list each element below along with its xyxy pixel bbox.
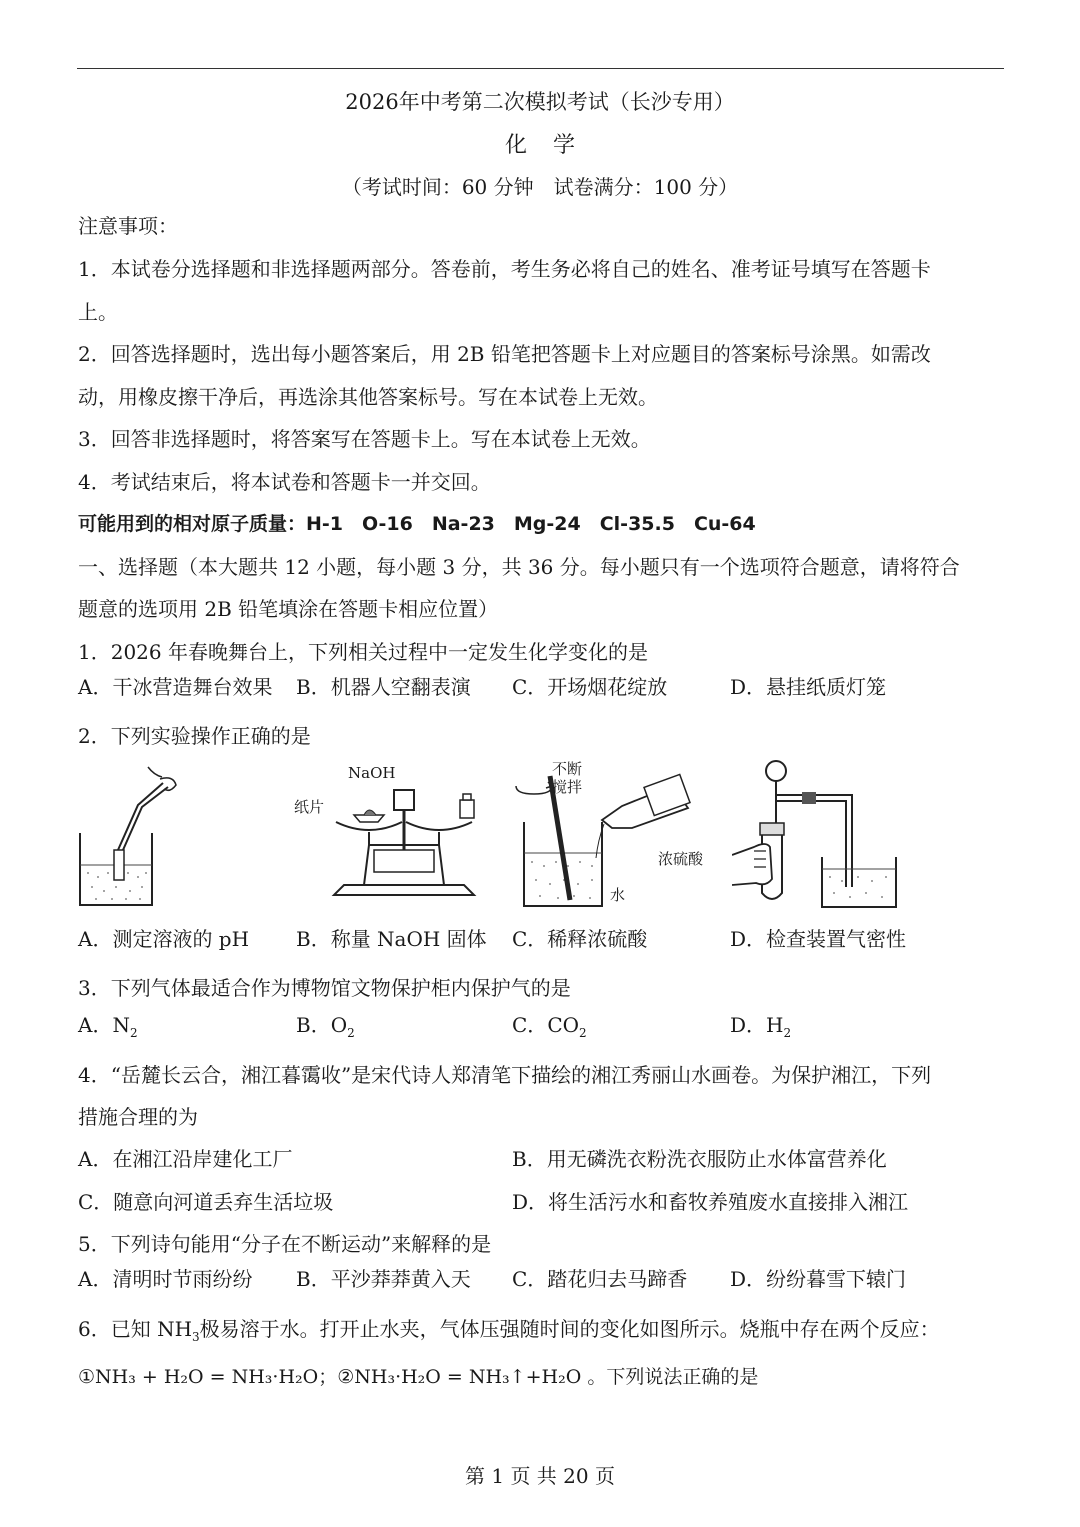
notes-heading: 注意事项： bbox=[78, 214, 178, 238]
q3-option-c: C．$CO_2$ bbox=[512, 1013, 587, 1040]
label-stir-1: 不断 bbox=[552, 760, 583, 778]
figure-dilute-acid bbox=[512, 758, 722, 910]
q5-option-a: A．清明时节雨纷纷 bbox=[78, 1267, 253, 1291]
exam-title: 2026年中考第二次模拟考试（长沙专用） bbox=[345, 90, 735, 114]
q4-option-d: D．将生活污水和畜牧养殖废水直接排入湘江 bbox=[512, 1190, 909, 1214]
q5-option-c: C．踏花归去马蹄香 bbox=[512, 1267, 688, 1291]
q6-equations: ①NH₃ + H₂O = NH₃·H₂O；②NH₃·H₂O = NH₃↑+H₂O 。下列说法正确的是 bbox=[78, 1366, 759, 1388]
q1-option-d: D．悬挂纸质灯笼 bbox=[730, 675, 887, 699]
note-4: 4．考试结束后，将本试卷和答题卡一并交回。 bbox=[78, 470, 491, 494]
page-footer: 第 1 页 共 20 页 bbox=[465, 1464, 615, 1488]
figure-airtightness bbox=[732, 755, 902, 910]
q2-option-a: A．测定溶液的 pH bbox=[78, 927, 250, 951]
q4-stem-line-1: 4．“岳麓长云合，湘江暮霭收”是宋代诗人郑清笔下描绘的湘江秀丽山水画卷。为保护湘江，下列 bbox=[78, 1063, 932, 1087]
q3-stem: 3．下列气体最适合作为博物馆文物保护柜内保护气的是 bbox=[78, 976, 571, 1000]
note-2-line-2: 动，用橡皮擦干净后，再选涂其他答案标号。写在本试卷上无效。 bbox=[78, 385, 658, 409]
q5-option-b: B．平沙莽莽黄入天 bbox=[296, 1267, 471, 1291]
label-paper: 纸片 bbox=[294, 798, 325, 816]
q2-option-b: B．称量 NaOH 固体 bbox=[296, 927, 487, 951]
q4-option-b: B．用无磷洗衣粉洗衣服防止水体富营养化 bbox=[512, 1147, 887, 1171]
q3-option-b: B．$O_2$ bbox=[296, 1013, 355, 1040]
section-1-line-1: 一、选择题（本大题共 12 小题，每小题 3 分，共 36 分。每小题只有一个选项符合题意，请将符合 bbox=[78, 555, 960, 579]
label-water: 水 bbox=[610, 886, 626, 904]
q2-option-d: D．检查装置气密性 bbox=[730, 927, 907, 951]
label-stir-2: 搅拌 bbox=[552, 778, 583, 796]
note-1-line-1: 1．本试卷分选择题和非选择题两部分。答卷前，考生务必将自己的姓名、准考证号填写在答题卡 bbox=[78, 257, 931, 281]
label-conc-acid: 浓硫酸 bbox=[658, 850, 704, 868]
q1-stem: 1．2026 年春晚舞台上，下列相关过程中一定发生化学变化的是 bbox=[78, 640, 648, 664]
q4-option-c: C．随意向河道丢弃生活垃圾 bbox=[78, 1190, 334, 1214]
q4-option-a: A．在湘江沿岸建化工厂 bbox=[78, 1147, 293, 1171]
q3-option-d: D．$H_2$ bbox=[730, 1013, 792, 1040]
atomic-masses: 可能用到的相对原子质量：H-1 O-16 Na-23 Mg-24 Cl-35.5 Cu-64 bbox=[78, 513, 756, 535]
subject-title: 化学 bbox=[504, 133, 601, 158]
q5-stem: 5．下列诗句能用“分子在不断运动”来解释的是 bbox=[78, 1232, 492, 1256]
label-naoh: NaOH bbox=[348, 764, 396, 782]
q5-option-d: D．纷纷暮雪下辕门 bbox=[730, 1267, 907, 1291]
note-2-line-1: 2．回答选择题时，选出每小题答案后，用 2B 铅笔把答题卡上对应题目的答案标号涂黑。如需改 bbox=[78, 342, 931, 366]
q1-option-c: C．开场烟花绽放 bbox=[512, 675, 668, 699]
q4-stem-line-2: 措施合理的为 bbox=[78, 1105, 198, 1129]
q2-stem: 2．下列实验操作正确的是 bbox=[78, 724, 311, 748]
q1-option-a: A．干冰营造舞台效果 bbox=[78, 675, 273, 699]
note-3: 3．回答非选择题时，将答案写在答题卡上。写在本试卷上无效。 bbox=[78, 427, 651, 451]
header-rule bbox=[77, 68, 1004, 69]
figure-balance bbox=[294, 760, 506, 902]
section-1-line-2: 题意的选项用 2B 铅笔填涂在答题卡相应位置） bbox=[78, 597, 499, 621]
exam-info: （考试时间：60 分钟 试卷满分：100 分） bbox=[341, 175, 739, 199]
q6-stem: 6．已知 $NH_3$极易溶于水。打开止水夹，气体压强随时间的变化如图所示。烧瓶中存在两个反应： bbox=[78, 1317, 940, 1344]
q2-option-c: C．稀释浓硫酸 bbox=[512, 927, 648, 951]
q3-option-a: A．$N_2$ bbox=[78, 1013, 138, 1040]
figure-ph-test bbox=[78, 765, 178, 910]
note-1-line-2: 上。 bbox=[78, 300, 118, 324]
q1-option-b: B．机器人空翻表演 bbox=[296, 675, 471, 699]
